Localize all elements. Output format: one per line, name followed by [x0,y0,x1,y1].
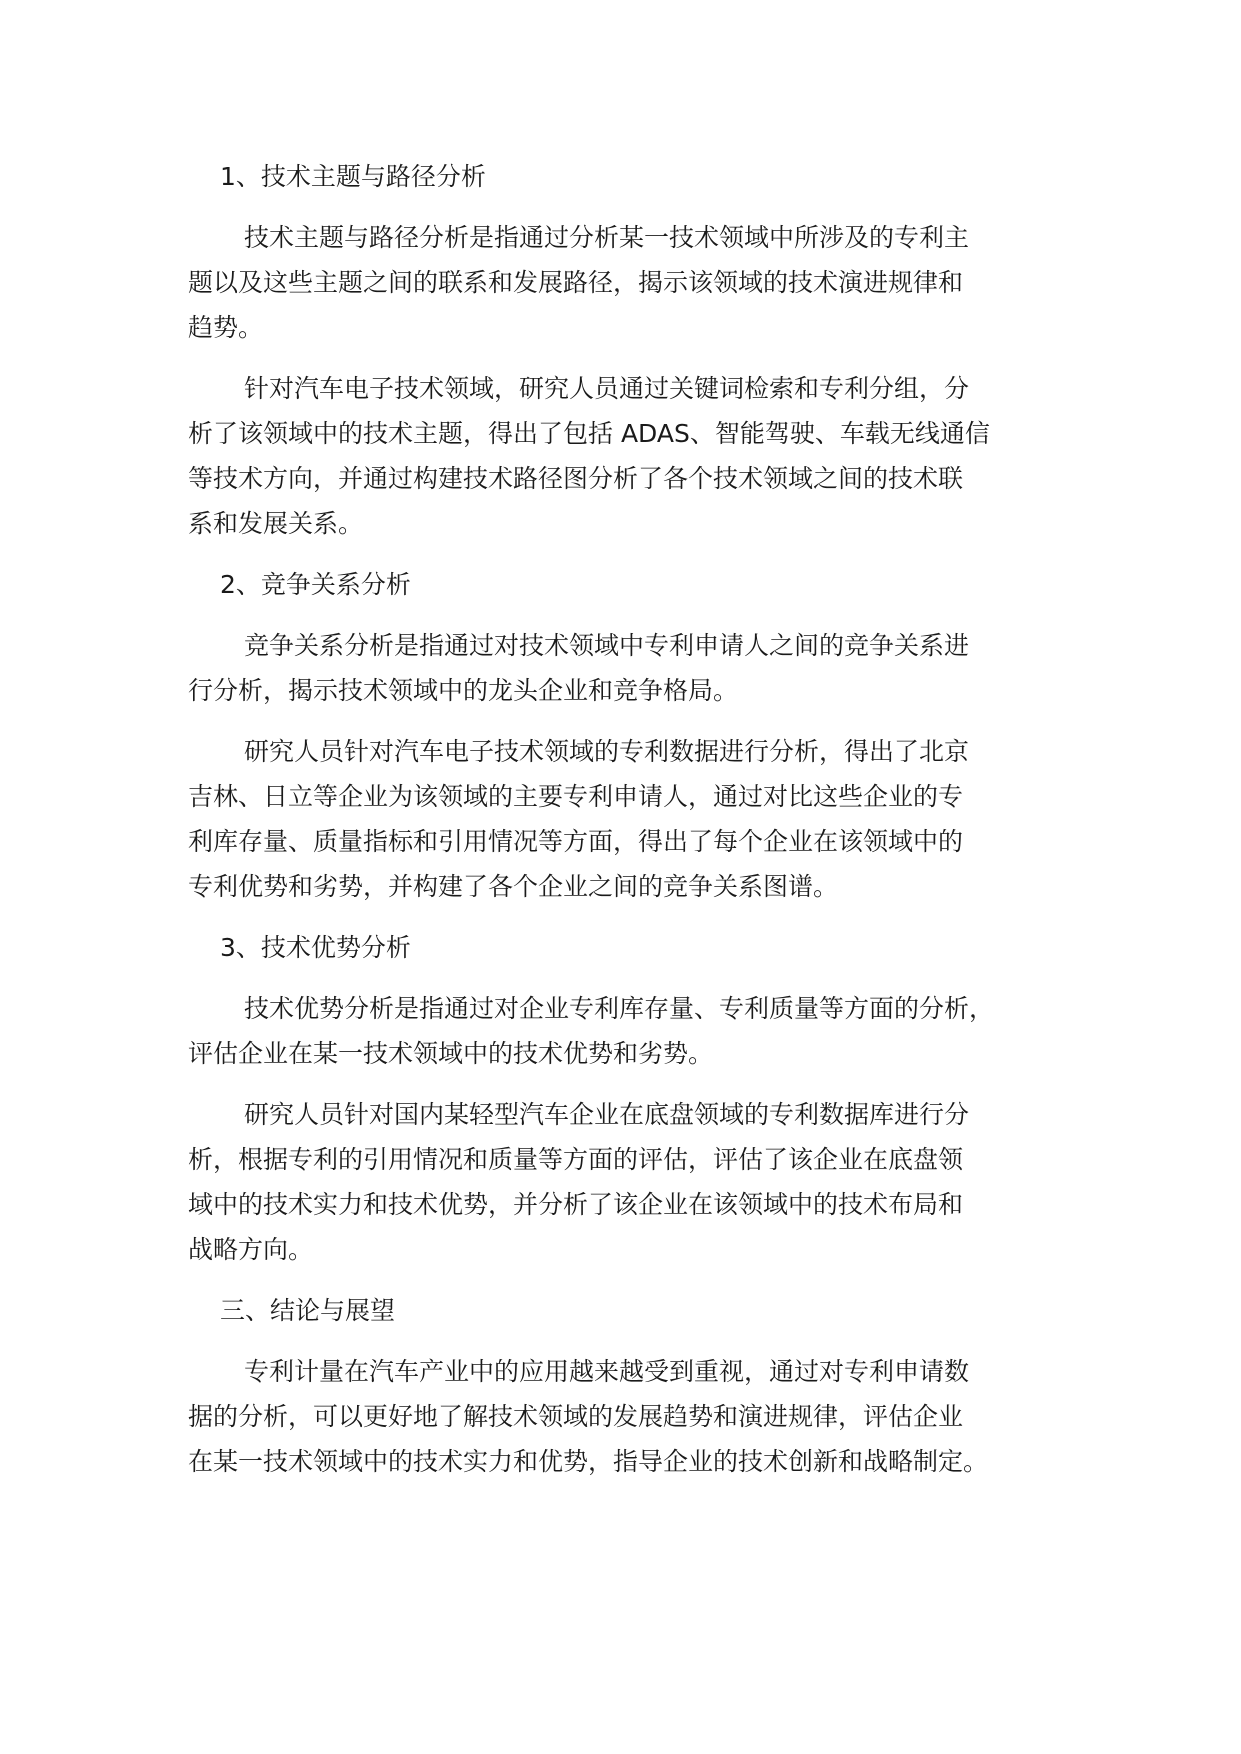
paragraph-line: 技术主题与路径分析是指通过分析某一技术领域中所涉及的专利主 [244,223,970,252]
body-paragraph [188,1092,1078,1272]
paragraph-line: 趋势。 [188,313,264,342]
body-paragraph [188,215,1078,350]
heading-text: 1、技术主题与路径分析 [220,162,486,191]
heading-text: 三、结论与展望 [220,1296,396,1325]
paragraph-line: 战略方向。 [188,1235,314,1264]
paragraph-line: 系和发展关系。 [188,509,364,538]
body-paragraph [188,623,1078,713]
section-heading [188,925,1078,970]
paragraph-line: 研究人员针对国内某轻型汽车企业在底盘领域的专利数据库进行分 [244,1100,970,1129]
paragraph-line: 等技术方向，并通过构建技术路径图分析了各个技术领域之间的技术联 [188,464,964,493]
paragraph-line: 吉林、日立等企业为该领域的主要专利申请人，通过对比这些企业的专 [188,782,964,811]
body-paragraph [188,366,1078,546]
paragraph-line: 专利优势和劣势，并构建了各个企业之间的竞争关系图谱。 [188,872,839,901]
paragraph-line: 技术优势分析是指通过对企业专利库存量、专利质量等方面的分析， [244,994,995,1023]
paragraph-line: 题以及这些主题之间的联系和发展路径，揭示该领域的技术演进规律和 [188,268,964,297]
paragraph-line: 评估企业在某一技术领域中的技术优势和劣势。 [188,1039,714,1068]
heading-text: 3、技术优势分析 [220,933,411,962]
section-heading [188,562,1078,607]
paragraph-line: 析，根据专利的引用情况和质量等方面的评估，评估了该企业在底盘领 [188,1145,964,1174]
body-paragraph [188,986,1078,1076]
paragraph-line: 据的分析，可以更好地了解技术领域的发展趋势和演进规律，评估企业 [188,1402,964,1431]
paragraph-line: 在某一技术领域中的技术实力和优势，指导企业的技术创新和战略制定。 [188,1447,989,1476]
paragraph-line: 研究人员针对汽车电子技术领域的专利数据进行分析，得出了北京 [244,737,970,766]
paragraph-line: 竞争关系分析是指通过对技术领域中专利申请人之间的竞争关系进 [244,631,970,660]
document-body [188,154,1078,1500]
body-paragraph [188,729,1078,909]
paragraph-line: 析了该领域中的技术主题，得出了包括 ADAS、智能驾驶、车载无线通信 [188,419,990,448]
paragraph-line: 域中的技术实力和技术优势，并分析了该企业在该领域中的技术布局和 [188,1190,964,1219]
section-heading [188,1288,1078,1333]
body-paragraph [188,1349,1078,1484]
paragraph-line: 专利计量在汽车产业中的应用越来越受到重视，通过对专利申请数 [244,1357,970,1386]
paragraph-line: 行分析，揭示技术领域中的龙头企业和竞争格局。 [188,676,739,705]
paragraph-line: 利库存量、质量指标和引用情况等方面，得出了每个企业在该领域中的 [188,827,964,856]
paragraph-line: 针对汽车电子技术领域，研究人员通过关键词检索和专利分组，分 [244,374,970,403]
heading-text: 2、竞争关系分析 [220,570,411,599]
section-heading [188,154,1078,199]
